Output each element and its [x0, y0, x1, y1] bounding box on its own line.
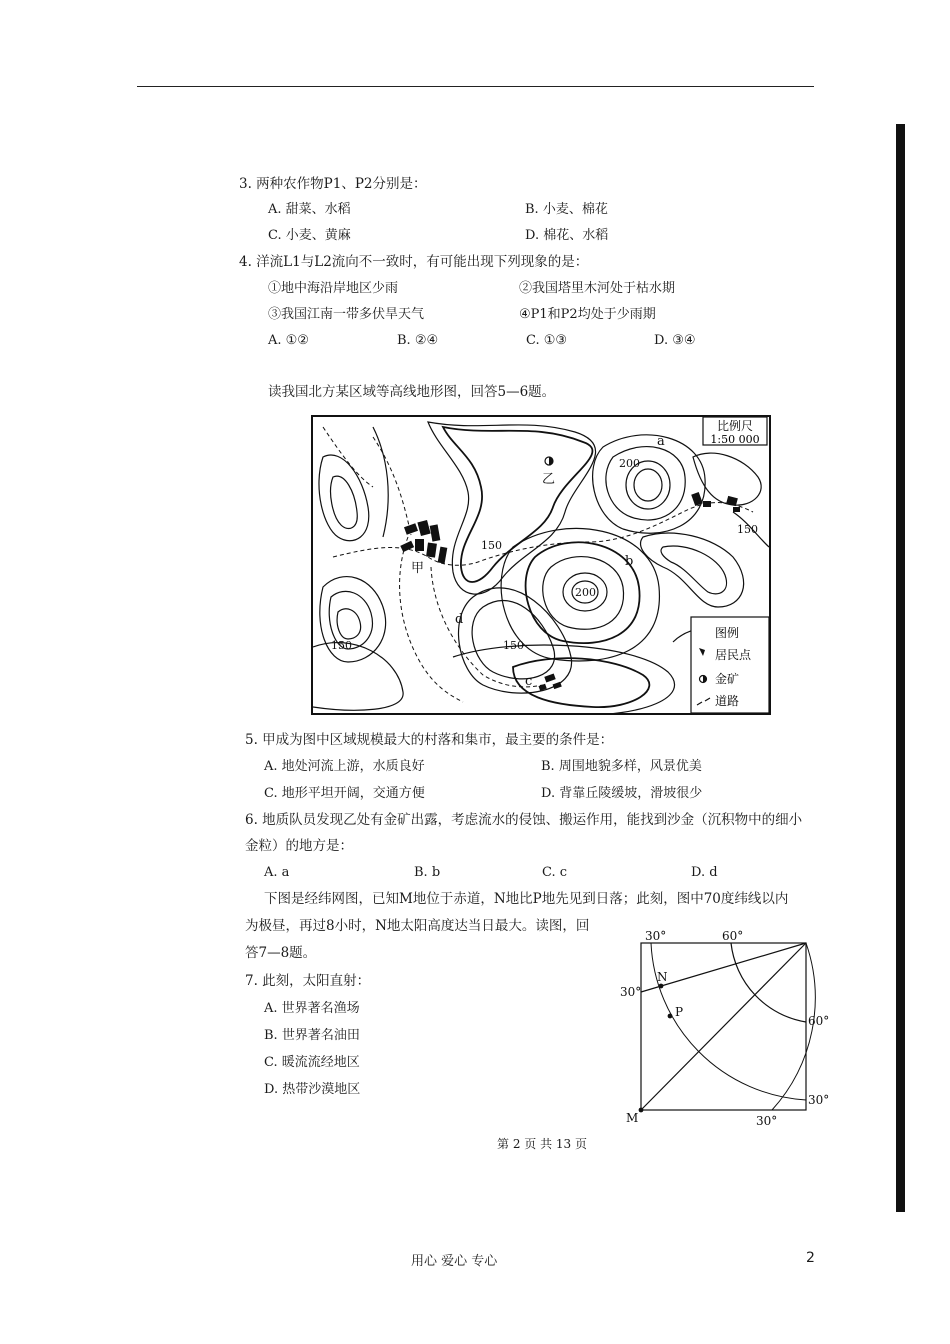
- label-c: c: [525, 674, 533, 689]
- footer-page-number: 2: [806, 1250, 815, 1266]
- point-label-n: N: [657, 970, 668, 984]
- q3-option-a: A. 甜菜、水稻: [268, 202, 351, 217]
- point-label-p: P: [675, 1005, 684, 1019]
- q7-option-c: C. 暖流流经地区: [264, 1055, 360, 1070]
- label-a: a: [657, 434, 665, 449]
- q4-item-3: ③我国江南一带多伏旱天气: [268, 307, 425, 322]
- legend-gold-mine: 金矿: [715, 672, 740, 686]
- scale-value: 1:50 000: [710, 433, 760, 446]
- q4-option-d: D. ③④: [654, 333, 696, 348]
- legend-settlement: 居民点: [715, 648, 752, 662]
- contour-label-200-top: 200: [619, 457, 640, 470]
- grid-intro-line3: 答7—8题。: [245, 945, 317, 961]
- grid-label-right-mid: 60°: [808, 1014, 830, 1028]
- page-count: 第 2 页 共 13 页: [497, 1137, 587, 1151]
- question-6-stem-line1: 6. 地质队员发现乙处有金矿出露，考虑流水的侵蚀、搬运作用，能找到沙金（沉积物中的细小: [245, 812, 803, 828]
- question-6-stem-line2: 金粒）的地方是：: [245, 838, 353, 854]
- q5-option-b: B. 周围地貌多样，风景优美: [541, 759, 702, 774]
- q7-option-b: B. 世界著名油田: [264, 1028, 360, 1043]
- q4-option-c: C. ①③: [526, 333, 568, 348]
- contour-label-150-right: 150: [737, 523, 758, 536]
- q7-option-a: A. 世界著名渔场: [264, 1001, 360, 1016]
- graticule-diagram: [610, 926, 840, 1132]
- point-label-m: M: [626, 1111, 639, 1125]
- contour-map: [311, 415, 771, 715]
- q3-option-d: D. 棉花、水稻: [525, 228, 609, 243]
- grid-intro-line1: 下图是经纬网图，已知M地位于赤道，N地比P地先见到日落；此刻，图中70度纬线以内: [264, 891, 789, 907]
- q4-item-1: ①地中海沿岸地区少雨: [268, 281, 399, 296]
- grid-label-left: 30°: [620, 985, 642, 999]
- map-intro: 读我国北方某区域等高线地形图，回答5—6题。: [268, 384, 556, 400]
- q5-option-d: D. 背靠丘陵缓坡，滑坡很少: [541, 786, 703, 801]
- legend-title: 图例: [715, 626, 740, 640]
- legend-road: 道路: [715, 694, 740, 708]
- header-rule: [137, 86, 814, 87]
- grid-intro-line2: 为极昼，再过8小时，N地太阳高度达当日最大。读图，回: [245, 918, 590, 934]
- q5-option-c: C. 地形平坦开阔，交通方便: [264, 786, 425, 801]
- scan-edge-bar: [896, 124, 905, 1212]
- q6-option-c: C. c: [542, 865, 568, 880]
- q5-option-a: A. 地处河流上游，水质良好: [264, 759, 425, 774]
- grid-label-top-left: 30°: [645, 929, 667, 943]
- footer-slogan: 用心 爱心 专心: [411, 1254, 498, 1269]
- q6-option-a: A. a: [264, 865, 290, 880]
- question-3-stem: 3. 两种农作物P1、P2分别是：: [239, 176, 427, 192]
- q7-option-d: D. 热带沙漠地区: [264, 1082, 361, 1097]
- contour-label-150-center: 150: [481, 539, 502, 552]
- grid-label-bottom: 30°: [756, 1114, 778, 1128]
- grid-label-right-bottom: 30°: [808, 1093, 830, 1107]
- q3-option-b: B. 小麦、棉花: [525, 202, 608, 217]
- question-5-stem: 5. 甲成为图中区域规模最大的村落和集市，最主要的条件是：: [245, 732, 614, 748]
- label-b: b: [625, 554, 634, 569]
- q6-option-d: D. d: [691, 865, 718, 880]
- contour-map-drawing: [313, 417, 769, 713]
- grid-label-top-mid: 60°: [722, 929, 744, 943]
- graticule-drawing: [610, 926, 840, 1132]
- q6-option-b: B. b: [414, 865, 441, 880]
- q4-option-a: A. ①②: [268, 333, 309, 348]
- label-yi: 乙: [542, 472, 556, 487]
- q4-item-2: ②我国塔里木河处于枯水期: [519, 281, 676, 296]
- question-4-stem: 4. 洋流L1与L2流向不一致时，有可能出现下列现象的是：: [239, 254, 589, 270]
- q4-item-4: ④P1和P2均处于少雨期: [519, 307, 656, 322]
- q3-option-c: C. 小麦、黄麻: [268, 228, 351, 243]
- scale-title: 比例尺: [716, 419, 754, 433]
- label-d: d: [455, 612, 464, 627]
- label-jia: 甲: [411, 561, 425, 576]
- contour-label-150-bottom: 150: [503, 639, 524, 652]
- q4-option-b: B. ②④: [397, 333, 439, 348]
- contour-label-150-left: 150: [331, 639, 352, 652]
- contour-label-200-mid: 200: [575, 586, 596, 599]
- question-7-stem: 7. 此刻，太阳直射：: [245, 973, 371, 989]
